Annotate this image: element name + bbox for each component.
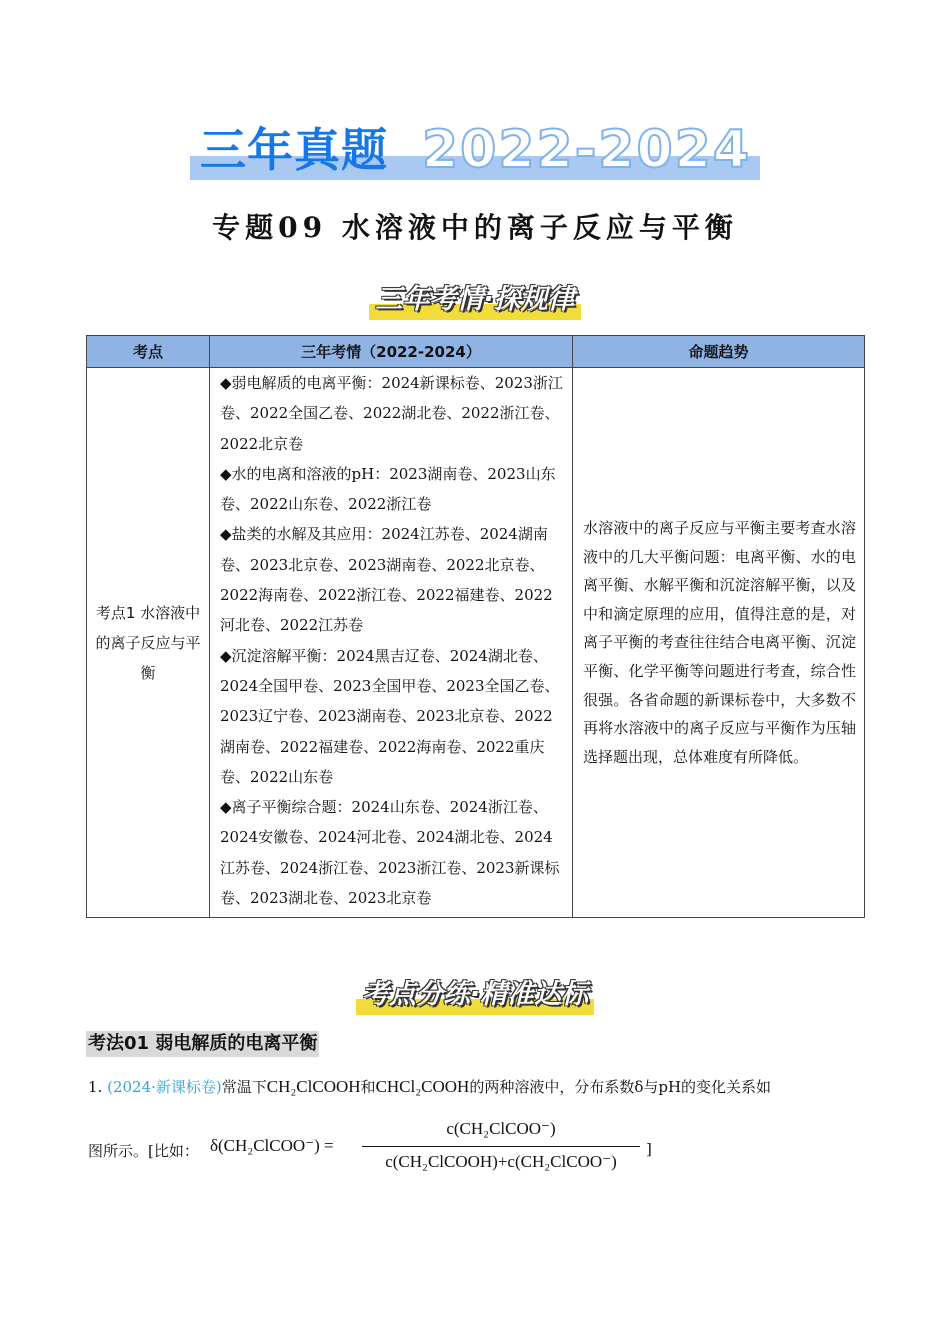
- page-title: 专题09 水溶液中的离子反应与平衡: [212, 211, 738, 244]
- header-kaodian: 考点: [87, 336, 210, 368]
- exam-analysis-table: [86, 335, 865, 918]
- kaoqing-item: ◆沉淀溶解平衡：2024黑吉辽卷、2024湖北卷、2024全国甲卷、2023全国甲卷、2023全国乙卷、2023辽宁卷、2023湖南卷、2023北京卷、2022湖南卷、2022福建卷、2022海南卷、2022重庆卷、2022山东卷: [220, 646, 560, 786]
- kaoqing-cell: [210, 368, 573, 918]
- banner-years: 2022-2024: [422, 120, 752, 180]
- method-heading: 考法01 弱电解质的电离平衡: [86, 1031, 319, 1057]
- trend-cell: 水溶液中的离子反应与平衡主要考查水溶液中的几大平衡问题：电离平衡、水的电离平衡、水解平衡和沉淀溶解平衡，以及中和滴定原理的应用，值得注意的是，对离子平衡的考查往往结合电离平衡、沉淀平衡、化学平衡等问题进行考查，综合性很强。各省命题的新课标卷中，大多数不再将水溶液中的离子反应与平衡作为压轴选择题出现，总体难度有所降低。: [573, 368, 865, 918]
- question-text: 的两种溶液中，分布系数δ与pH的变化关系如: [469, 1078, 772, 1096]
- formula-ch2clcooh: CH₂ClCOOH: [266, 1077, 361, 1096]
- table-header-row: [87, 336, 865, 368]
- question-1-formula-line: [88, 1112, 868, 1182]
- question-text: 常温下: [221, 1078, 267, 1096]
- question-number: 1.: [88, 1078, 103, 1096]
- header-trend: 命题趋势: [573, 336, 865, 368]
- fraction-numerator: c(CH₂ClCOO⁻): [446, 1119, 556, 1138]
- kaoqing-item: ◆盐类的水解及其应用：2024江苏卷、2024湖南卷、2023北京卷、2023湖南卷、2022北京卷、2022海南卷、2022浙江卷、2022福建卷、2022河北卷、2022江苏卷: [220, 525, 553, 635]
- banner-text: 三年真题: [200, 123, 388, 177]
- fraction-denominator: c(CH₂ClCOOH)+c(CH₂ClCOO⁻): [385, 1152, 617, 1171]
- question-text: 和: [360, 1078, 376, 1096]
- kaoqing-item: ◆离子平衡综合题：2024山东卷、2024浙江卷、2024安徽卷、2024河北卷、2024湖北卷、2024江苏卷、2024浙江卷、2023浙江卷、2023新课标卷、2023湖北卷、2023北京卷: [220, 798, 560, 908]
- header-kaoqing: 三年考情（2022-2024）: [210, 336, 573, 368]
- title-banner: [190, 122, 760, 184]
- section-banner-practice: [0, 975, 950, 1015]
- kaodian-cell: 考点1 水溶液中的离子反应与平衡: [87, 368, 210, 918]
- section-banner-practice-text: 考点分练·精准达标: [356, 975, 594, 1015]
- section-banner-trends: [0, 280, 950, 320]
- question-text: ]: [646, 1140, 652, 1158]
- question-source: (2024·新课标卷): [107, 1078, 222, 1096]
- fraction: [360, 1112, 642, 1177]
- question-1: [88, 1072, 868, 1102]
- delta-lhs: δ(CH₂ClCOO⁻) =: [210, 1136, 334, 1155]
- kaoqing-item: ◆水的电离和溶液的pH：2023湖南卷、2023山东卷、2022山东卷、2022浙江卷: [220, 464, 556, 514]
- table-row: [87, 368, 865, 918]
- section-banner-trends-text: 三年考情·探规律: [369, 280, 580, 320]
- kaoqing-item: ◆弱电解质的电离平衡：2024新课标卷、2023浙江卷、2022全国乙卷、2022湖北卷、2022浙江卷、2022北京卷: [220, 374, 563, 453]
- formula-chcl2cooh: CHCl₂COOH: [375, 1077, 470, 1096]
- question-text: 图所示。[比如：: [88, 1142, 199, 1160]
